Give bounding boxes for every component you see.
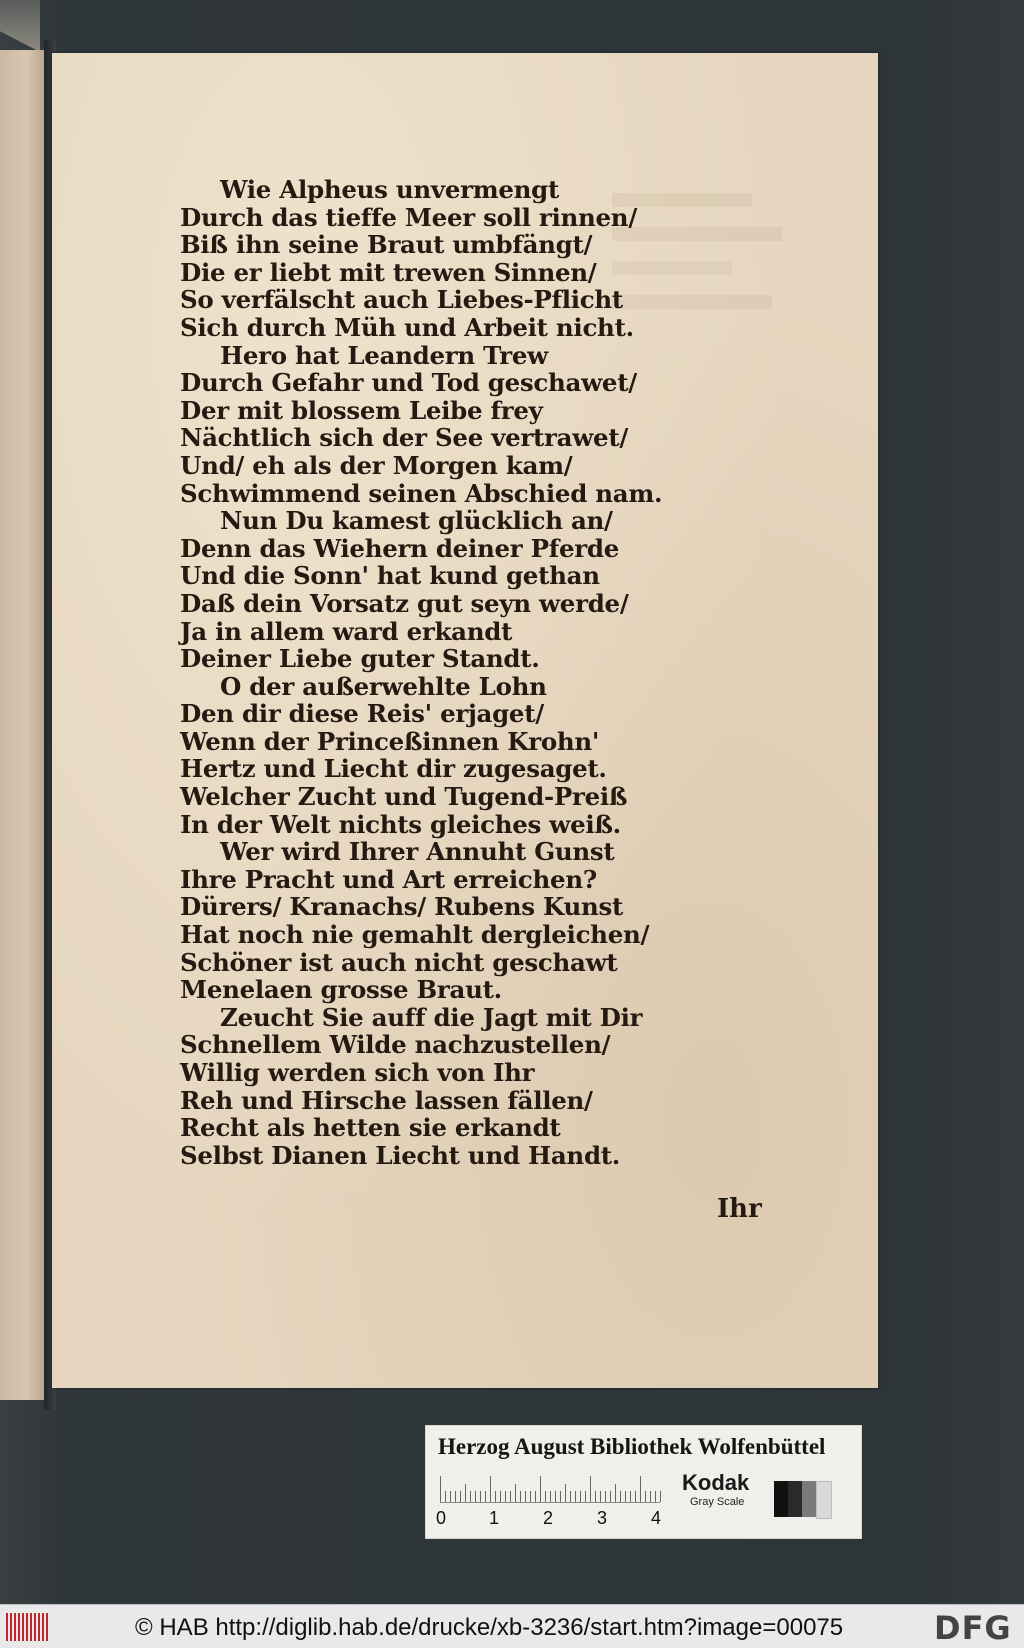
footer-bar <box>0 1604 1024 1648</box>
ruler-tick <box>470 1491 471 1502</box>
ruler-tick <box>480 1491 481 1502</box>
color-calibration-bar <box>425 1425 862 1539</box>
gray-swatch-light <box>816 1481 832 1519</box>
poem-line: So verfälscht auch Liebes-Pflicht <box>180 285 623 315</box>
ruler-tick <box>465 1484 466 1502</box>
ruler-tick <box>590 1476 591 1502</box>
copyright-link[interactable]: © HAB http://diglib.hab.de/drucke/xb-3236/start.htm?image=00075 <box>135 1614 844 1641</box>
ruler-tick <box>630 1491 631 1502</box>
ruler-tick <box>580 1491 581 1502</box>
ruler-tick <box>635 1491 636 1502</box>
poem-line: Schwimmend seinen Abschied nam. <box>180 478 663 508</box>
poem-line: Die er liebt mit trewen Sinnen/ <box>180 257 597 287</box>
poem-line: Schnellem Wilde nachzustellen/ <box>180 1030 611 1060</box>
catchword: Ihr <box>717 1194 762 1224</box>
ruler-tick <box>485 1491 486 1502</box>
ruler-tick <box>505 1491 506 1502</box>
ruler-tick <box>625 1491 626 1502</box>
poem-line: Zeucht Sie auff die Jagt mit Dir <box>220 1002 643 1032</box>
ruler-tick <box>610 1491 611 1502</box>
ruler-tick <box>620 1491 621 1502</box>
poem-line: Und/ eh als der Morgen kam/ <box>180 450 573 480</box>
scale-number: 4 <box>651 1508 662 1528</box>
hab-barcode-icon[interactable] <box>6 1613 48 1641</box>
ruler-tick <box>455 1491 456 1502</box>
library-name: Herzog August Bibliothek Wolfenbüttel <box>438 1434 826 1459</box>
scale-ruler <box>440 1472 660 1503</box>
ruler-tick <box>565 1484 566 1502</box>
poem-line: Durch Gefahr und Tod geschawet/ <box>180 368 637 398</box>
gray-swatch-mid <box>802 1481 816 1517</box>
poem-line: Hat noch nie gemahlt dergleichen/ <box>180 920 650 950</box>
ruler-tick <box>655 1491 656 1502</box>
ruler-tick <box>600 1491 601 1502</box>
kodak-logo: Kodak <box>682 1470 750 1495</box>
ruler-tick <box>550 1491 551 1502</box>
ruler-tick <box>450 1491 451 1502</box>
gray-scale-label: Gray Scale <box>690 1496 745 1508</box>
poem-line: Hertz und Liecht dir zugesaget. <box>180 754 607 784</box>
poem-line: Und die Sonn' hat kund gethan <box>180 561 600 591</box>
poem-line: Denn das Wiehern deiner Pferde <box>180 533 619 563</box>
ruler-tick <box>525 1491 526 1502</box>
poem-line: Willig werden sich von Ihr <box>180 1058 535 1087</box>
ruler-tick <box>545 1491 546 1502</box>
ruler-tick <box>510 1491 511 1502</box>
ruler-tick <box>595 1491 596 1502</box>
ruler-tick <box>570 1491 571 1502</box>
ruler-tick <box>520 1491 521 1502</box>
ruler-tick <box>535 1491 536 1502</box>
ruler-tick <box>460 1491 461 1502</box>
poem-line: Welcher Zucht und Tugend-Preiß <box>180 782 628 812</box>
poem-line: Ihre Pracht und Art erreichen? <box>180 864 597 894</box>
poem-line: Nun Du kamest glücklich an/ <box>220 506 613 536</box>
book-page <box>52 53 878 1388</box>
poem-line: Recht als hetten sie erkandt <box>180 1113 561 1143</box>
poem-line: Nächtlich sich der See vertrawet/ <box>180 423 628 453</box>
gray-swatch-dark <box>788 1481 802 1517</box>
ruler-tick <box>615 1484 616 1502</box>
scale-number: 0 <box>436 1508 447 1528</box>
poem-line: Menelaen grosse Braut. <box>180 975 502 1005</box>
ruler-tick <box>645 1491 646 1502</box>
ruler-tick <box>650 1491 651 1502</box>
dfg-logo[interactable]: DFG <box>934 1609 1012 1647</box>
poem-line: O der außerwehlte Lohn <box>220 671 547 701</box>
ruler-tick <box>515 1484 516 1502</box>
poem-line: Reh und Hirsche lassen fällen/ <box>180 1085 593 1115</box>
ruler-tick <box>440 1476 441 1502</box>
poem-line: Den dir diese Reis' erjaget/ <box>180 699 544 729</box>
poem-line: Der mit blossem Leibe frey <box>180 395 543 425</box>
poem-line: Deiner Liebe guter Standt. <box>180 644 540 674</box>
poem-line: Durch das tieffe Meer soll rinnen/ <box>180 202 637 232</box>
scale-number: 1 <box>489 1508 500 1528</box>
ruler-tick <box>500 1491 501 1502</box>
ruler-tick <box>490 1476 491 1502</box>
previous-page-edge <box>0 50 44 1400</box>
ruler-tick <box>575 1491 576 1502</box>
ruler-tick <box>585 1491 586 1502</box>
ruler-tick <box>530 1491 531 1502</box>
ruler-tick <box>660 1491 661 1502</box>
poem-line: Biß ihn seine Braut umbfängt/ <box>180 230 593 260</box>
ruler-tick <box>445 1491 446 1502</box>
poem-text <box>180 176 700 1169</box>
ruler-tick <box>640 1476 641 1502</box>
poem-line: Ja in allem ward erkandt <box>180 616 513 646</box>
poem-line: Hero hat Leandern Trew <box>220 340 548 370</box>
ruler-tick <box>475 1491 476 1502</box>
ruler-tick <box>495 1491 496 1502</box>
ruler-tick <box>555 1491 556 1502</box>
ruler-tick <box>560 1491 561 1502</box>
poem-line: Dürers/ Kranachs/ Rubens Kunst <box>180 892 624 922</box>
poem-line: Daß dein Vorsatz gut seyn werde/ <box>180 588 629 618</box>
scale-number: 3 <box>597 1508 608 1528</box>
poem-line: Selbst Dianen Liecht und Handt. <box>180 1140 621 1170</box>
ruler-tick <box>540 1476 541 1502</box>
poem-line: Wie Alpheus unvermengt <box>220 175 560 204</box>
poem-line: Sich durch Müh und Arbeit nicht. <box>180 312 634 342</box>
poem-line: Schöner ist auch nicht geschawt <box>180 947 618 977</box>
poem-line: In der Welt nichts gleiches weiß. <box>180 809 621 839</box>
poem-line: Wenn der Princeßinnen Krohn' <box>180 726 600 756</box>
ruler-tick <box>605 1491 606 1502</box>
scale-number: 2 <box>543 1508 554 1528</box>
poem-line: Wer wird Ihrer Annuht Gunst <box>220 837 615 867</box>
gray-swatch-black <box>774 1481 788 1517</box>
